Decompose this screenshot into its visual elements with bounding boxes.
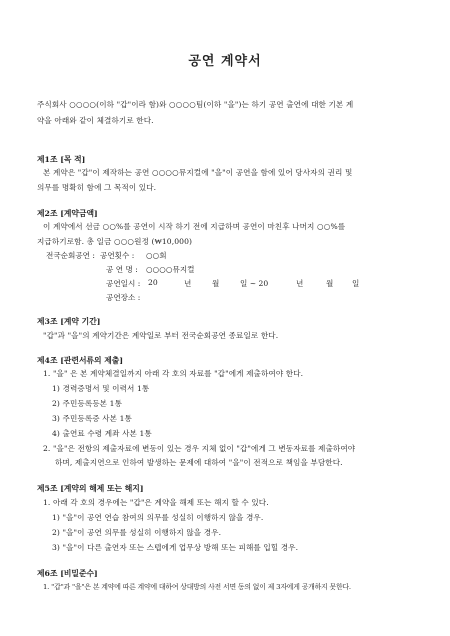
page-title: 공연 계약서	[188, 54, 262, 69]
performance-name-label: 공 연 명 :	[106, 265, 138, 274]
performance-date-year-1: 20	[148, 278, 158, 287]
performance-group-label: 전국순회공연 :	[46, 251, 95, 260]
intro-line-2: 약을 아래와 같이 체결하기로 한다.	[37, 116, 154, 125]
article-3-line-1: "갑"과 "을"의 계약기간은 계약일로 부터 전국순회공연 종료일로 한다.	[43, 331, 279, 340]
performance-count-value: ○○회	[146, 251, 167, 260]
article-4-item-2-line-2: 하며, 제출지연으로 인하여 발생하는 문제에 대하여 "을"이 전적으로 책임을 부담한다.	[55, 458, 343, 467]
article-4-item-1: 1. "을" 은 본 계약체결일까지 아래 각 호의 자료를 "갑"에게 제출하여야 한다.	[43, 369, 304, 378]
article-6-heading: 제6조 [비밀준수]	[37, 569, 98, 578]
article-4-subitem-2: 2) 주민등록등본 1통	[52, 399, 123, 408]
performance-date-nyeon-1: 년	[184, 279, 192, 288]
article-4-subitem-4: 4) 출연료 수령 계좌 사본 1통	[52, 429, 152, 438]
article-1-heading: 제1조 [목 적]	[37, 155, 86, 164]
performance-date-wol-2: 월	[326, 279, 334, 288]
article-2-line-2: 지급하기로함. 총 일금 ○○○원정 (₩10,000)	[37, 237, 193, 246]
article-5-heading: 제5조 [계약의 해제 또는 해지]	[37, 484, 144, 493]
article-2-heading: 제2조 [계약금액]	[37, 209, 98, 218]
article-2-line-1: 이 계약에서 선금 ○○%를 공연이 시작 하기 전에 지급하며 공연이 마친후 나머지 ○○%를	[43, 222, 346, 231]
article-4-heading: 제4조 [관련서류의 제출]	[37, 356, 124, 365]
performance-date-label: 공연일시 :	[106, 279, 141, 288]
article-5-subitem-2: 2) "을"이 공연 의무를 성실히 이행하지 않을 경우.	[52, 528, 222, 537]
article-4-item-2-line-1: 2. "을"은 전항의 제출자료에 변동이 있는 경우 지체 없이 "갑"에게 그 변동자료를 제출하여야	[43, 444, 356, 453]
article-5-subitem-1: 1) "을"이 공연 연습 참여의 의무를 성실히 이행하지 않을 경우.	[52, 513, 264, 522]
article-3-heading: 제3조 [계약 기간]	[37, 317, 101, 326]
article-5-item-1: 1. 아래 각 호의 경우에는 "갑"은 계약을 해제 또는 해지 할 수 있다.	[43, 498, 269, 507]
article-6-item-1: 1. "갑"과 "을"은 본 계약에 따른 계약에 대하여 상대방의 사전 서면 동의 없이 제 3자에게 공개하지 못한다.	[43, 583, 351, 591]
performance-place-label: 공연장소 :	[106, 293, 141, 302]
performance-name-value: ○○○○뮤지컬	[146, 265, 195, 274]
article-5-subitem-3: 3) "을"이 다른 출연자 또는 스텝에게 업무상 방해 또는 피해를 입힐 경우.	[52, 543, 299, 552]
performance-date-il-1: 일 ~ 20	[240, 279, 269, 288]
performance-date-nyeon-2: 년	[296, 279, 304, 288]
article-4-subitem-1: 1) 경력증명서 및 이력서 1통	[52, 384, 150, 393]
performance-count-label: 공연횟수 :	[100, 251, 135, 260]
performance-date-il-2: 일	[352, 279, 360, 288]
performance-date-wol-1: 월	[212, 279, 220, 288]
article-1-line-2: 의무를 명확히 함에 그 목적이 있다.	[37, 183, 157, 192]
intro-line-1: 주식회사 ○○○○(이하 "갑"이라 함)와 ○○○○팀(이하 "을")는 하기 공연 출연에 대한 기본 계	[37, 100, 354, 109]
article-1-line-1: 본 계약은 "갑"이 제작하는 공연 ○○○○뮤지컬에 "을"이 공연을 함에 있어 당사자의 권리 및	[43, 168, 353, 177]
article-4-subitem-3: 3) 주민등록증 사본 1통	[52, 414, 132, 423]
